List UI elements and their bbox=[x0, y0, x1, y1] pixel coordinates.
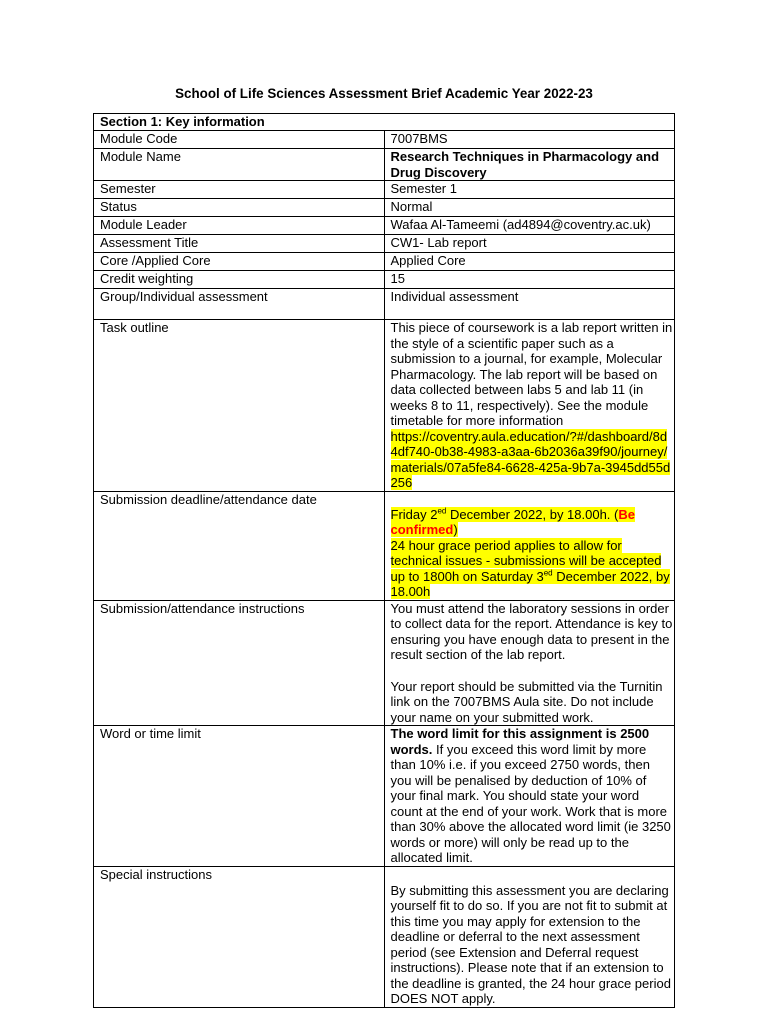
instructions-cell bbox=[384, 600, 675, 726]
key-information-table bbox=[93, 113, 675, 1008]
section-heading: Section 1: Key information bbox=[94, 114, 675, 131]
instructions-paragraph-1: You must attend the laboratory sessions in order to collect data for the report. Attendance is key to ensuring you have enough data to present in the result section of the lab report. bbox=[390, 600, 673, 662]
word-limit-text: If you exceed this word limit by more than 10% i.e. if you exceed 2750 words, then you will be penalised by deduction of 10% of your final mark. You should state your word count at the end of your work. Work that is more than 30% above the allocated word limit (ie 3250 words or more) will only be read up to the allocated limit. bbox=[390, 741, 671, 865]
deadline-close-paren: ) bbox=[453, 522, 458, 537]
row-label: Semester bbox=[94, 181, 385, 199]
table-row bbox=[94, 199, 675, 217]
module-leader-value: Wafaa Al-Tameemi (ad4894@coventry.ac.uk) bbox=[384, 217, 675, 235]
task-outline-cell bbox=[384, 320, 675, 492]
table-row bbox=[94, 149, 675, 181]
row-label: Group/Individual assessment bbox=[94, 289, 385, 320]
table-row bbox=[94, 253, 675, 271]
core-value: Applied Core bbox=[384, 253, 675, 271]
row-label: Submission deadline/attendance date bbox=[94, 491, 385, 600]
row-label: Special instructions bbox=[94, 866, 385, 1007]
table-row bbox=[94, 271, 675, 289]
module-name-value: Research Techniques in Pharmacology and Drug Discovery bbox=[384, 149, 675, 181]
aula-link[interactable]: https://coventry.aula.education/?#/dashboard/8d4df740-0b38-4983-a3aa-6b2036a39f90/journey/materials/07a5fe84-6628-425a-9b7a-3945dd55d256 bbox=[390, 428, 671, 490]
special-instructions-text: By submitting this assessment you are declaring yourself fit to do so. If you are not fit to submit at this time you may apply for extension to the deadline or deferral to the next assessment period (see Extension and Deferral request instructions). Please note that if an extension to the deadline is granted, the 24 hour grace period DOES NOT apply. bbox=[390, 882, 671, 1006]
deadline-date-text-2: December 2022, by 18.00h. ( bbox=[446, 506, 619, 522]
table-row bbox=[94, 726, 675, 867]
row-label: Assessment Title bbox=[94, 235, 385, 253]
grace-period-text bbox=[391, 538, 670, 600]
deadline-cell bbox=[384, 491, 675, 600]
table-row bbox=[94, 866, 675, 1007]
deadline-date-suffix: ed bbox=[437, 506, 447, 516]
special-instructions-cell bbox=[384, 866, 675, 1007]
grace-period-line: 24 hour grace period applies to allow for technical issues - submissions will be accepted up to 1800h on Saturday 3 bbox=[390, 537, 662, 584]
row-label: Status bbox=[94, 199, 385, 217]
assessment-title-value: CW1- Lab report bbox=[384, 235, 675, 253]
grace-period-line-2: December 2022, by 18.00h bbox=[390, 568, 670, 599]
table-row bbox=[94, 131, 675, 149]
module-code-value: 7007BMS bbox=[384, 131, 675, 149]
deadline-line1 bbox=[391, 507, 636, 538]
row-label: Task outline bbox=[94, 320, 385, 492]
task-outline-text: This piece of coursework is a lab report written in the style of a scientific paper such as a submission to a journal, for example, Molecular Pharmacology. The lab report will be based on data collected between labs 5 and lab 11 (in weeks 8 to 11, respectively). See the module timetable for more information bbox=[390, 320, 673, 428]
word-limit-bold: The word limit for this assignment is 2500 words. bbox=[390, 726, 650, 757]
deadline-date-text: Friday 2 bbox=[390, 506, 438, 522]
row-label: Word or time limit bbox=[94, 726, 385, 867]
word-limit-cell bbox=[384, 726, 675, 867]
table-row bbox=[94, 600, 675, 726]
table-row bbox=[94, 320, 675, 492]
row-label: Core /Applied Core bbox=[94, 253, 385, 271]
row-label: Module Name bbox=[94, 149, 385, 181]
credit-value: 15 bbox=[384, 271, 675, 289]
page-title: School of Life Sciences Assessment Brief Academic Year 2022-23 bbox=[175, 86, 593, 101]
instructions-paragraph-2: Your report should be submitted via the Turnitin link on the 7007BMS Aula site. Do not include your name on your submitted work. bbox=[390, 678, 663, 725]
table-row bbox=[94, 289, 675, 320]
row-label: Module Code bbox=[94, 131, 385, 149]
section-heading-row bbox=[94, 114, 675, 131]
row-label: Credit weighting bbox=[94, 271, 385, 289]
table-row bbox=[94, 217, 675, 235]
table-row bbox=[94, 235, 675, 253]
row-label: Module Leader bbox=[94, 217, 385, 235]
status-value: Normal bbox=[384, 199, 675, 217]
table-row bbox=[94, 491, 675, 600]
semester-value: Semester 1 bbox=[384, 181, 675, 199]
grace-date-suffix: ed bbox=[543, 568, 553, 578]
row-label: Submission/attendance instructions bbox=[94, 600, 385, 726]
group-value: Individual assessment bbox=[384, 289, 675, 320]
table-row bbox=[94, 181, 675, 199]
be-confirmed-note: Be confirmed bbox=[390, 506, 635, 537]
